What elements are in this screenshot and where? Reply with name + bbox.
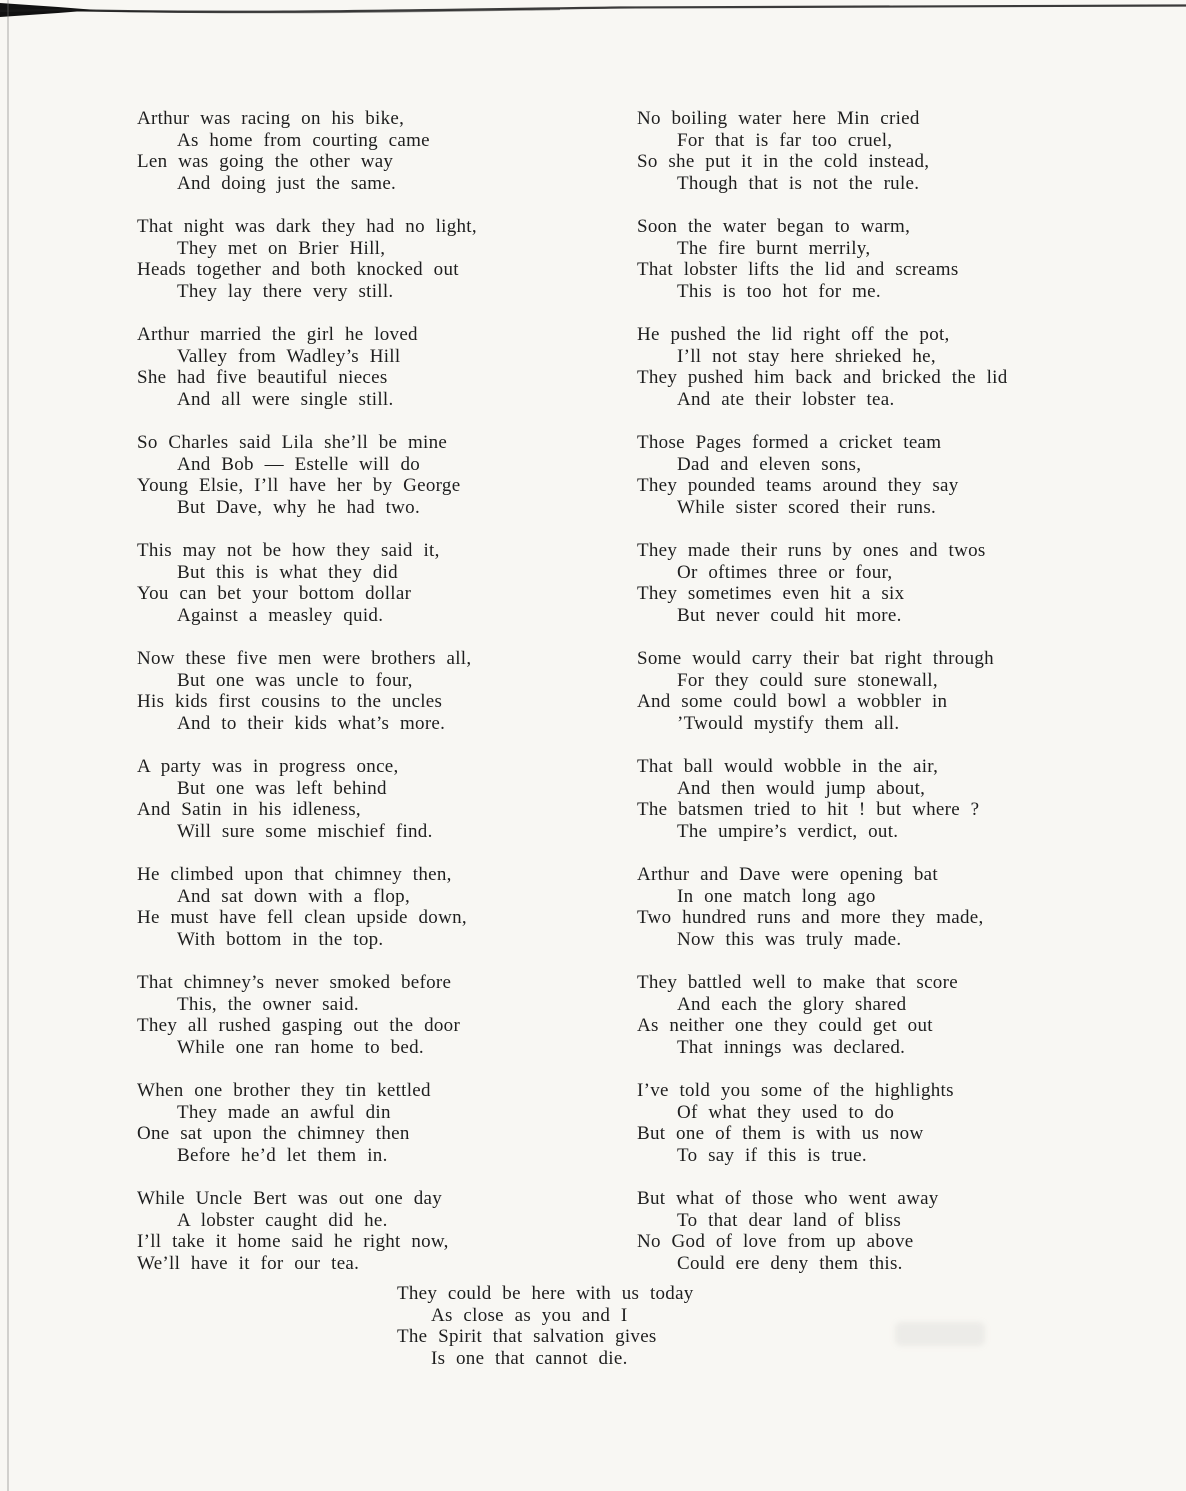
poem-line: That innings was declared. — [677, 1036, 906, 1058]
poem-stanza — [397, 1283, 694, 1369]
poem-line: That lobster lifts the lid and screams — [637, 259, 959, 280]
poem-line: ’Twould mystify them all. — [677, 712, 900, 734]
poem-stanza — [637, 540, 1157, 626]
poem-line: They battled well to make that score — [637, 972, 958, 993]
poem-line: With bottom in the top. — [177, 928, 384, 950]
poem-line: To say if this is true. — [677, 1144, 867, 1166]
poem-line: A party was in progress once, — [137, 756, 399, 777]
poem-line: In one match long ago — [677, 885, 876, 907]
poem-line: They made their runs by ones and twos — [637, 540, 986, 561]
poem-line: While Uncle Bert was out one day — [137, 1188, 443, 1209]
poem-line: They could be here with us today — [397, 1283, 694, 1304]
poem-line: But one was left behind — [177, 777, 387, 799]
poem-line: And Bob — Estelle will do — [177, 453, 421, 475]
poem-line: The fire burnt merrily, — [677, 237, 871, 259]
poem-line: Of what they used to do — [677, 1101, 895, 1123]
poem-stanza — [637, 324, 1157, 410]
poem-line: And each the glory shared — [677, 993, 907, 1015]
poem-line: This may not be how they said it, — [137, 540, 440, 561]
poem-line: Arthur and Dave were opening bat — [637, 864, 938, 885]
poem-stanza — [137, 648, 629, 734]
poem-line: They sometimes even hit a six — [637, 583, 905, 604]
poem-line: That chimney’s never smoked before — [137, 972, 452, 993]
poem-line: Now these five men were brothers all, — [137, 648, 472, 669]
poem-line: To that dear land of bliss — [677, 1209, 902, 1231]
poem-line: Two hundred runs and more they made, — [637, 907, 984, 928]
poem-line: Heads together and both knocked out — [137, 259, 459, 280]
poem-line: Or oftimes three or four, — [677, 561, 893, 583]
poem-line: They pounded teams around they say — [637, 475, 959, 496]
poem-line: As close as you and I — [431, 1304, 628, 1326]
poem-line: And doing just the same. — [177, 172, 397, 194]
poem-line: And some could bowl a wobbler in — [637, 691, 948, 712]
poem-column-right — [637, 108, 1157, 1274]
poem-stanza — [137, 432, 629, 518]
poem-line: While one ran home to bed. — [177, 1036, 424, 1058]
poem-stanza — [637, 1188, 1157, 1274]
poem-stanza — [637, 648, 1157, 734]
poem-stanza — [137, 324, 629, 410]
poem-line: Valley from Wadley’s Hill — [177, 345, 401, 367]
poem-line: So she put it in the cold instead, — [637, 151, 930, 172]
poem-stanza — [137, 108, 629, 194]
poem-stanza — [637, 108, 1157, 194]
poem-line: Now this was truly made. — [677, 928, 902, 950]
poem-line: Could ere deny them this. — [677, 1252, 903, 1274]
poem-closing-stanza-container — [397, 1283, 694, 1369]
poem-line: No boiling water here Min cried — [637, 108, 920, 129]
poem-line: Before he’d let them in. — [177, 1144, 388, 1166]
poem-line: You can bet your bottom dollar — [137, 583, 412, 604]
poem-line: Arthur married the girl he loved — [137, 324, 418, 345]
poem-stanza — [137, 540, 629, 626]
poem-line: Some would carry their bat right through — [637, 648, 994, 669]
poem-line: Arthur was racing on his bike, — [137, 108, 405, 129]
poem-line: Young Elsie, I’ll have her by George — [137, 475, 461, 496]
poem-line: One sat upon the chimney then — [137, 1123, 410, 1144]
poem-line: So Charles said Lila she’ll be mine — [137, 432, 448, 453]
poem-stanza — [137, 972, 629, 1058]
poem-line: But one of them is with us now — [637, 1123, 924, 1144]
poem-line: I’ll not stay here shrieked he, — [677, 345, 936, 367]
poem-line: His kids first cousins to the uncles — [137, 691, 443, 712]
poem-line: For that is far too cruel, — [677, 129, 893, 151]
poem-line: Len was going the other way — [137, 151, 394, 172]
poem-stanza — [137, 216, 629, 302]
poem-line: When one brother they tin kettled — [137, 1080, 431, 1101]
poem-line: We’ll have it for our tea. — [137, 1252, 360, 1274]
poem-line: Those Pages formed a cricket team — [637, 432, 942, 453]
poem-line: This is too hot for me. — [677, 280, 881, 302]
poem-line: But Dave, why he had two. — [177, 496, 421, 518]
poem-line: Dad and eleven sons, — [677, 453, 862, 475]
poem-stanza — [637, 756, 1157, 842]
poem-line: The umpire’s verdict, out. — [677, 820, 899, 842]
poem-line: The batsmen tried to hit ! but where ? — [637, 799, 980, 820]
poem-line: The Spirit that salvation gives — [397, 1326, 657, 1347]
poem-line: And ate their lobster tea. — [677, 388, 895, 410]
poem-line: They made an awful din — [177, 1101, 391, 1123]
poem-line: They lay there very still. — [177, 280, 394, 302]
scan-edge-line — [7, 0, 9, 1491]
poem-line: They all rushed gasping out the door — [137, 1015, 461, 1036]
poem-line: But one was uncle to four, — [177, 669, 413, 691]
poem-line: That ball would wobble in the air, — [637, 756, 939, 777]
poem-line: No God of love from up above — [637, 1231, 914, 1252]
poem-line: Soon the water began to warm, — [637, 216, 911, 237]
poem-line: As neither one they could get out — [637, 1015, 933, 1036]
poem-line: And sat down with a flop, — [177, 885, 410, 907]
poem-line: Is one that cannot die. — [431, 1347, 628, 1369]
poem-line: And all were single still. — [177, 388, 394, 410]
poem-line: He must have fell clean upside down, — [137, 907, 467, 928]
poem-stanza — [137, 1080, 629, 1166]
poem-line: That night was dark they had no light, — [137, 216, 477, 237]
poem-line: Against a measley quid. — [177, 604, 384, 626]
poem-line: But this is what they did — [177, 561, 398, 583]
poem-column-left — [137, 108, 629, 1274]
poem-line: But never could hit more. — [677, 604, 902, 626]
poem-line: He climbed upon that chimney then, — [137, 864, 452, 885]
poem-stanza — [637, 972, 1157, 1058]
poem-line: Will sure some mischief find. — [177, 820, 433, 842]
poem-stanza — [637, 216, 1157, 302]
poem-stanza — [137, 756, 629, 842]
poem-line: Though that is not the rule. — [677, 172, 920, 194]
poem-line: A lobster caught did he. — [177, 1209, 388, 1231]
poem-stanza — [637, 432, 1157, 518]
poem-line: While sister scored their runs. — [677, 496, 937, 518]
poem-line: And then would jump about, — [677, 777, 926, 799]
poem-line: He pushed the lid right off the pot, — [637, 324, 950, 345]
poem-line: And Satin in his idleness, — [137, 799, 361, 820]
poem-line: They pushed him back and bricked the lid — [637, 367, 1008, 388]
poem-line: I’ve told you some of the highlights — [637, 1080, 954, 1101]
poem-stanza — [637, 1080, 1157, 1166]
poem-line: This, the owner said. — [177, 993, 359, 1015]
poem-line: I’ll take it home said he right now, — [137, 1231, 449, 1252]
poem-stanza — [137, 864, 629, 950]
poem-stanza — [137, 1188, 629, 1274]
poem-line: And to their kids what’s more. — [177, 712, 446, 734]
poem-line: For they could sure stonewall, — [677, 669, 938, 691]
poem-line: As home from courting came — [177, 129, 430, 151]
bleed-through-smudge — [895, 1322, 985, 1346]
poem-line: But what of those who went away — [637, 1188, 939, 1209]
poem-line: She had five beautiful nieces — [137, 367, 388, 388]
scan-artifact-top-line — [0, 0, 1186, 34]
poem-line: They met on Brier Hill, — [177, 237, 386, 259]
poem-stanza — [637, 864, 1157, 950]
